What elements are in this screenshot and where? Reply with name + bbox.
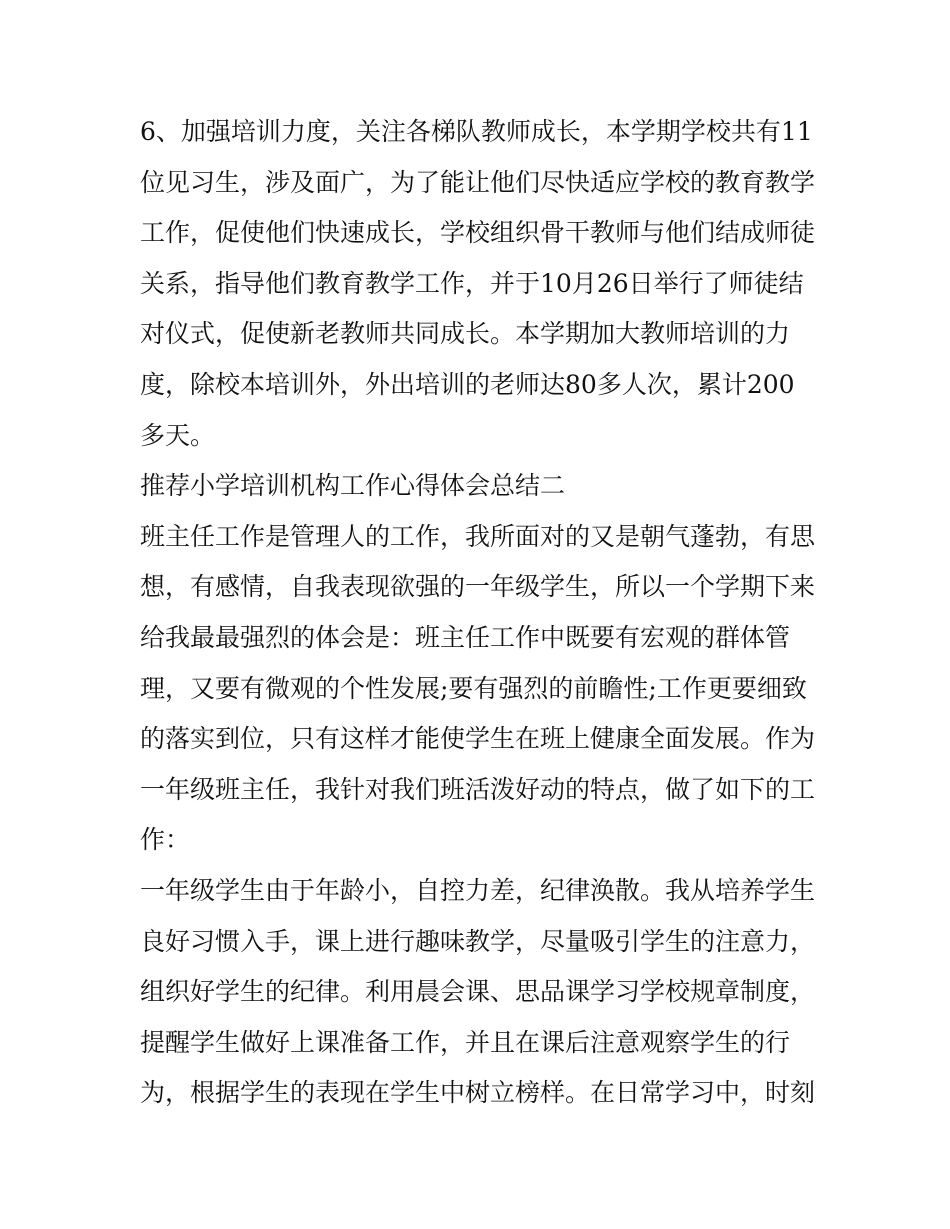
paragraph-class-teacher-line-3: 给我最最强烈的体会是：班主任工作中既要有宏观的群体管: [140, 622, 791, 652]
paragraph-class-teacher-line-7: 作：: [140, 825, 191, 855]
paragraph-training-line-1: 6、加强培训力度，关注各梯队教师成长，本学期学校共有11: [140, 117, 813, 146]
paragraph-training-line-6: 度，除校本培训外，外出培训的老师达80多人次，累计200: [140, 369, 795, 399]
paragraph-training-line-4: 关系，指导他们教育教学工作，并于10月26日举行了师徒结: [140, 268, 804, 298]
paragraph-training-line-7: 多天。: [140, 420, 216, 450]
paragraph-discipline-line-5: 为，根据学生的表现在学生中树立榜样。在日常学习中，时刻: [140, 1078, 816, 1108]
paragraph-class-teacher-line-5: 的落实到位，只有这样才能使学生在班上健康全面发展。作为: [140, 724, 816, 754]
document-body: [140, 107, 820, 1119]
paragraph-class-teacher-line-1: 班主任工作是管理人的工作，我所面对的又是朝气蓬勃，有思: [140, 521, 816, 551]
paragraph-discipline-line-3: 组织好学生的纪律。利用晨会课、思品课学习学校规章制度，: [140, 977, 816, 1007]
paragraph-discipline-line-4: 提醒学生做好上课准备工作，并且在课后注意观察学生的行: [140, 1027, 791, 1057]
paragraph-class-teacher-line-6: 一年级班主任，我针对我们班活泼好动的特点，做了如下的工: [140, 774, 816, 804]
section-heading: 推荐小学培训机构工作心得体会总结二: [140, 471, 566, 501]
paragraph-class-teacher-line-2: 想，有感情，自我表现欲强的一年级学生，所以一个学期下来: [140, 572, 816, 602]
paragraph-training-line-3: 工作，促使他们快速成长，学校组织骨干教师与他们结成师徒: [140, 218, 816, 248]
paragraph-training-line-2: 位见习生，涉及面广，为了能让他们尽快适应学校的教育教学: [140, 167, 816, 197]
paragraph-discipline-line-2: 良好习惯入手，课上进行趣味教学，尽量吸引学生的注意力，: [140, 926, 816, 956]
paragraph-training-line-5: 对仪式，促使新老教师共同成长。本学期加大教师培训的力: [140, 319, 791, 349]
paragraph-class-teacher-line-4: 理，又要有微观的个性发展;要有强烈的前瞻性;工作更要细致: [140, 673, 807, 703]
paragraph-discipline-line-1: 一年级学生由于年龄小，自控力差，纪律涣散。我从培养学生: [140, 875, 816, 905]
